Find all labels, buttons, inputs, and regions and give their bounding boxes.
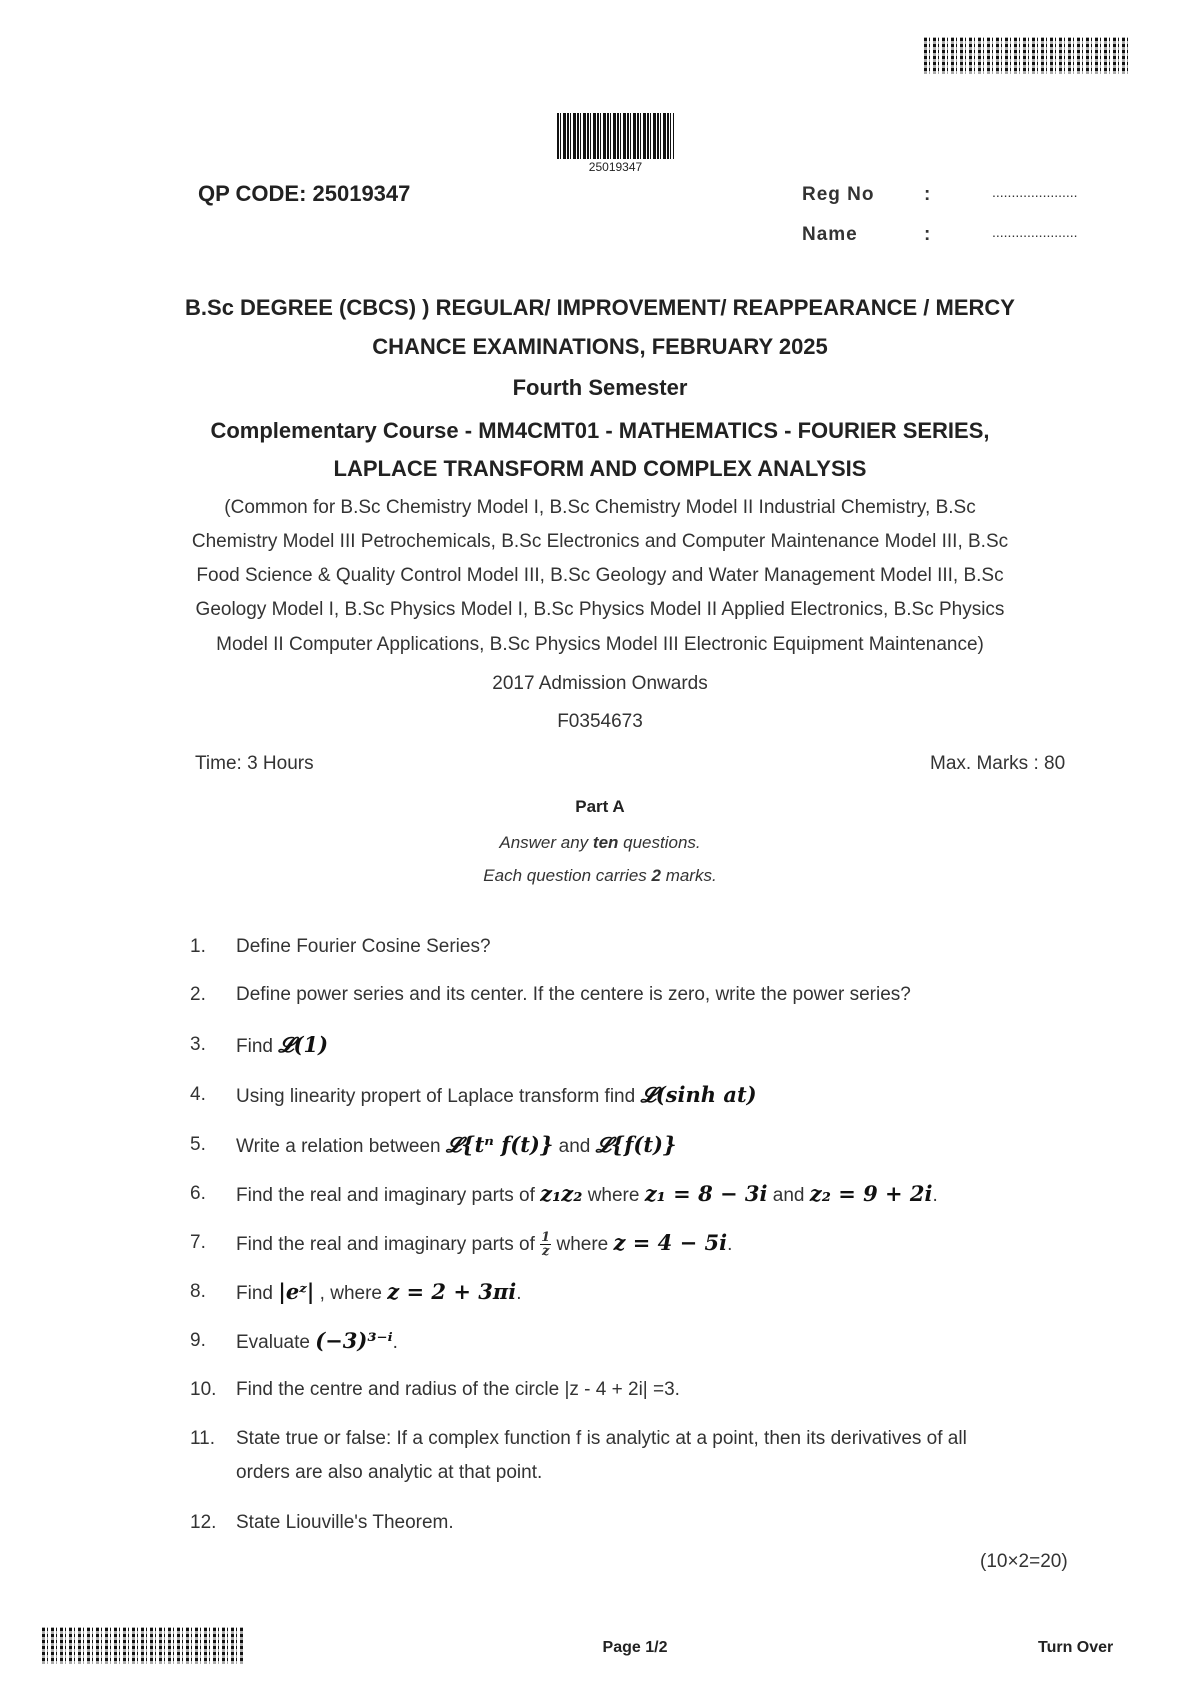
question-text: State Liouville's Theorem. [236,1512,454,1533]
question-number: 10. [190,1379,217,1400]
question-text-line1: State true or false: If a complex function f is analytic at a point, then its derivatives of all [236,1428,967,1449]
bottom-left-barcode [42,1627,245,1664]
question-text-line2: orders are also analytic at that point. [236,1462,543,1483]
turn-over: Turn Over [1038,1639,1114,1656]
question-text-mid: where [582,1185,645,1206]
question-text-end: . [392,1332,398,1353]
math-expression: 𝓛(sinh at) [640,1082,757,1107]
exam-time: Time: 3 Hours [195,753,314,774]
question-text: Find the real and imaginary parts of [236,1234,541,1255]
question-text-mid: and [553,1136,596,1157]
name-colon: : [924,224,931,245]
name-label: Name [802,224,858,245]
question-number: 4. [190,1084,206,1105]
math-expression: (−3)³⁻ⁱ [315,1328,393,1353]
question-text-mid2: and [767,1185,810,1206]
math-expression-1: 𝓛{tⁿ f(t)} [445,1132,554,1157]
qp-code: QP CODE: 25019347 [198,181,411,206]
question-text: Find the real and imaginary parts of [236,1185,541,1206]
question-number: 12. [190,1512,217,1533]
question-number: 2. [190,984,206,1005]
common-line-3: Food Science & Quality Control Model III, B.Sc Geology and Water Management Model III, B.Sc [196,565,1004,586]
instruction-1-pre: Answer any [499,833,593,852]
question-number: 3. [190,1034,206,1055]
question-text: Define power series and its center. If the centere is zero, write the power series? [236,984,911,1005]
math-expression: 𝓛(1) [278,1032,329,1057]
question-number: 11. [190,1428,216,1449]
question-text: Find [236,1036,279,1057]
name-field[interactable]: ...................... [992,224,1078,240]
instruction-2-post: marks. [660,866,717,885]
question-text: Using linearity propert of Laplace transform find [236,1086,641,1107]
paper-code: F0354673 [557,711,643,732]
question-text-mid: , where [314,1283,388,1304]
question-text-end: . [932,1185,938,1206]
part-a-instruction-1 [0,833,1200,853]
top-right-barcode [924,37,1128,74]
common-line-1: (Common for B.Sc Chemistry Model I, B.Sc Chemistry Model II Industrial Chemistry, B.Sc [224,497,976,518]
math-expression-2: z = 2 + 3πi [387,1279,517,1304]
instruction-1-bold: ten [592,833,619,852]
marks-summary: (10×2=20) [980,1551,1068,1572]
barcode-number: 25019347 [588,160,643,174]
question-text-mid: where [551,1234,614,1255]
question-number: 9. [190,1330,206,1351]
question-text: Define Fourier Cosine Series? [236,936,491,957]
max-marks: Max. Marks : 80 [930,753,1066,774]
qp-barcode [557,113,674,159]
question-text: Find the centre and radius of the circle |z - 4 + 2i| =3. [236,1379,680,1400]
math-expression: z = 4 − 5i [613,1230,728,1255]
admission: 2017 Admission Onwards [492,673,708,694]
common-line-4: Geology Model I, B.Sc Physics Model I, B.Sc Physics Model II Applied Electronics, B.Sc Physics [195,599,1005,620]
question-text: Find [236,1283,279,1304]
fraction [540,1231,551,1258]
question-number: 8. [190,1281,206,1302]
instruction-2-bold: 2 [651,866,661,885]
fraction-denominator: z [542,1244,550,1260]
exam-title-line1: B.Sc DEGREE (CBCS) ) REGULAR/ IMPROVEMENT/ REAPPEARANCE / MERCY [185,295,1015,320]
math-expression-1: z₁z₂ [540,1181,583,1206]
common-line-2: Chemistry Model III Petrochemicals, B.Sc Electronics and Computer Maintenance Model III, B.Sc [191,531,1009,552]
math-expression-2: z₁ = 8 − 3i [644,1181,768,1206]
math-expression-2: 𝓛{f(t)} [595,1132,677,1157]
question-number: 5. [190,1134,206,1155]
question-text: Write a relation between [236,1136,446,1157]
question-number: 6. [190,1183,206,1204]
reg-no-colon: : [924,184,931,205]
math-expression-3: z₂ = 9 + 2i [809,1181,933,1206]
question-text-end: . [516,1283,522,1304]
question-number: 7. [190,1232,206,1253]
course-line1: Complementary Course - MM4CMT01 - MATHEMATICS - FOURIER SERIES, [210,418,990,443]
exam-title-line2: CHANCE EXAMINATIONS, FEBRUARY 2025 [372,334,828,359]
instruction-1-post: questions. [618,833,701,852]
part-a-instruction-2 [0,866,1200,886]
question-number: 1. [190,936,206,957]
reg-no-field[interactable]: ...................... [992,184,1078,200]
math-expression-1: |eᶻ| [278,1279,315,1304]
reg-no-label: Reg No [802,184,875,205]
semester: Fourth Semester [512,375,688,400]
part-a-heading: Part A [575,797,625,816]
course-line2: LAPLACE TRANSFORM AND COMPLEX ANALYSIS [333,456,867,481]
question-text-end: . [727,1234,733,1255]
page-number: Page 1/2 [602,1639,668,1656]
question-text: Evaluate [236,1332,316,1353]
common-line-5: Model II Computer Applications, B.Sc Physics Model III Electronic Equipment Maintenance) [216,634,984,655]
instruction-2-pre: Each question carries [483,866,652,885]
fraction-numerator: 1 [541,1230,551,1246]
